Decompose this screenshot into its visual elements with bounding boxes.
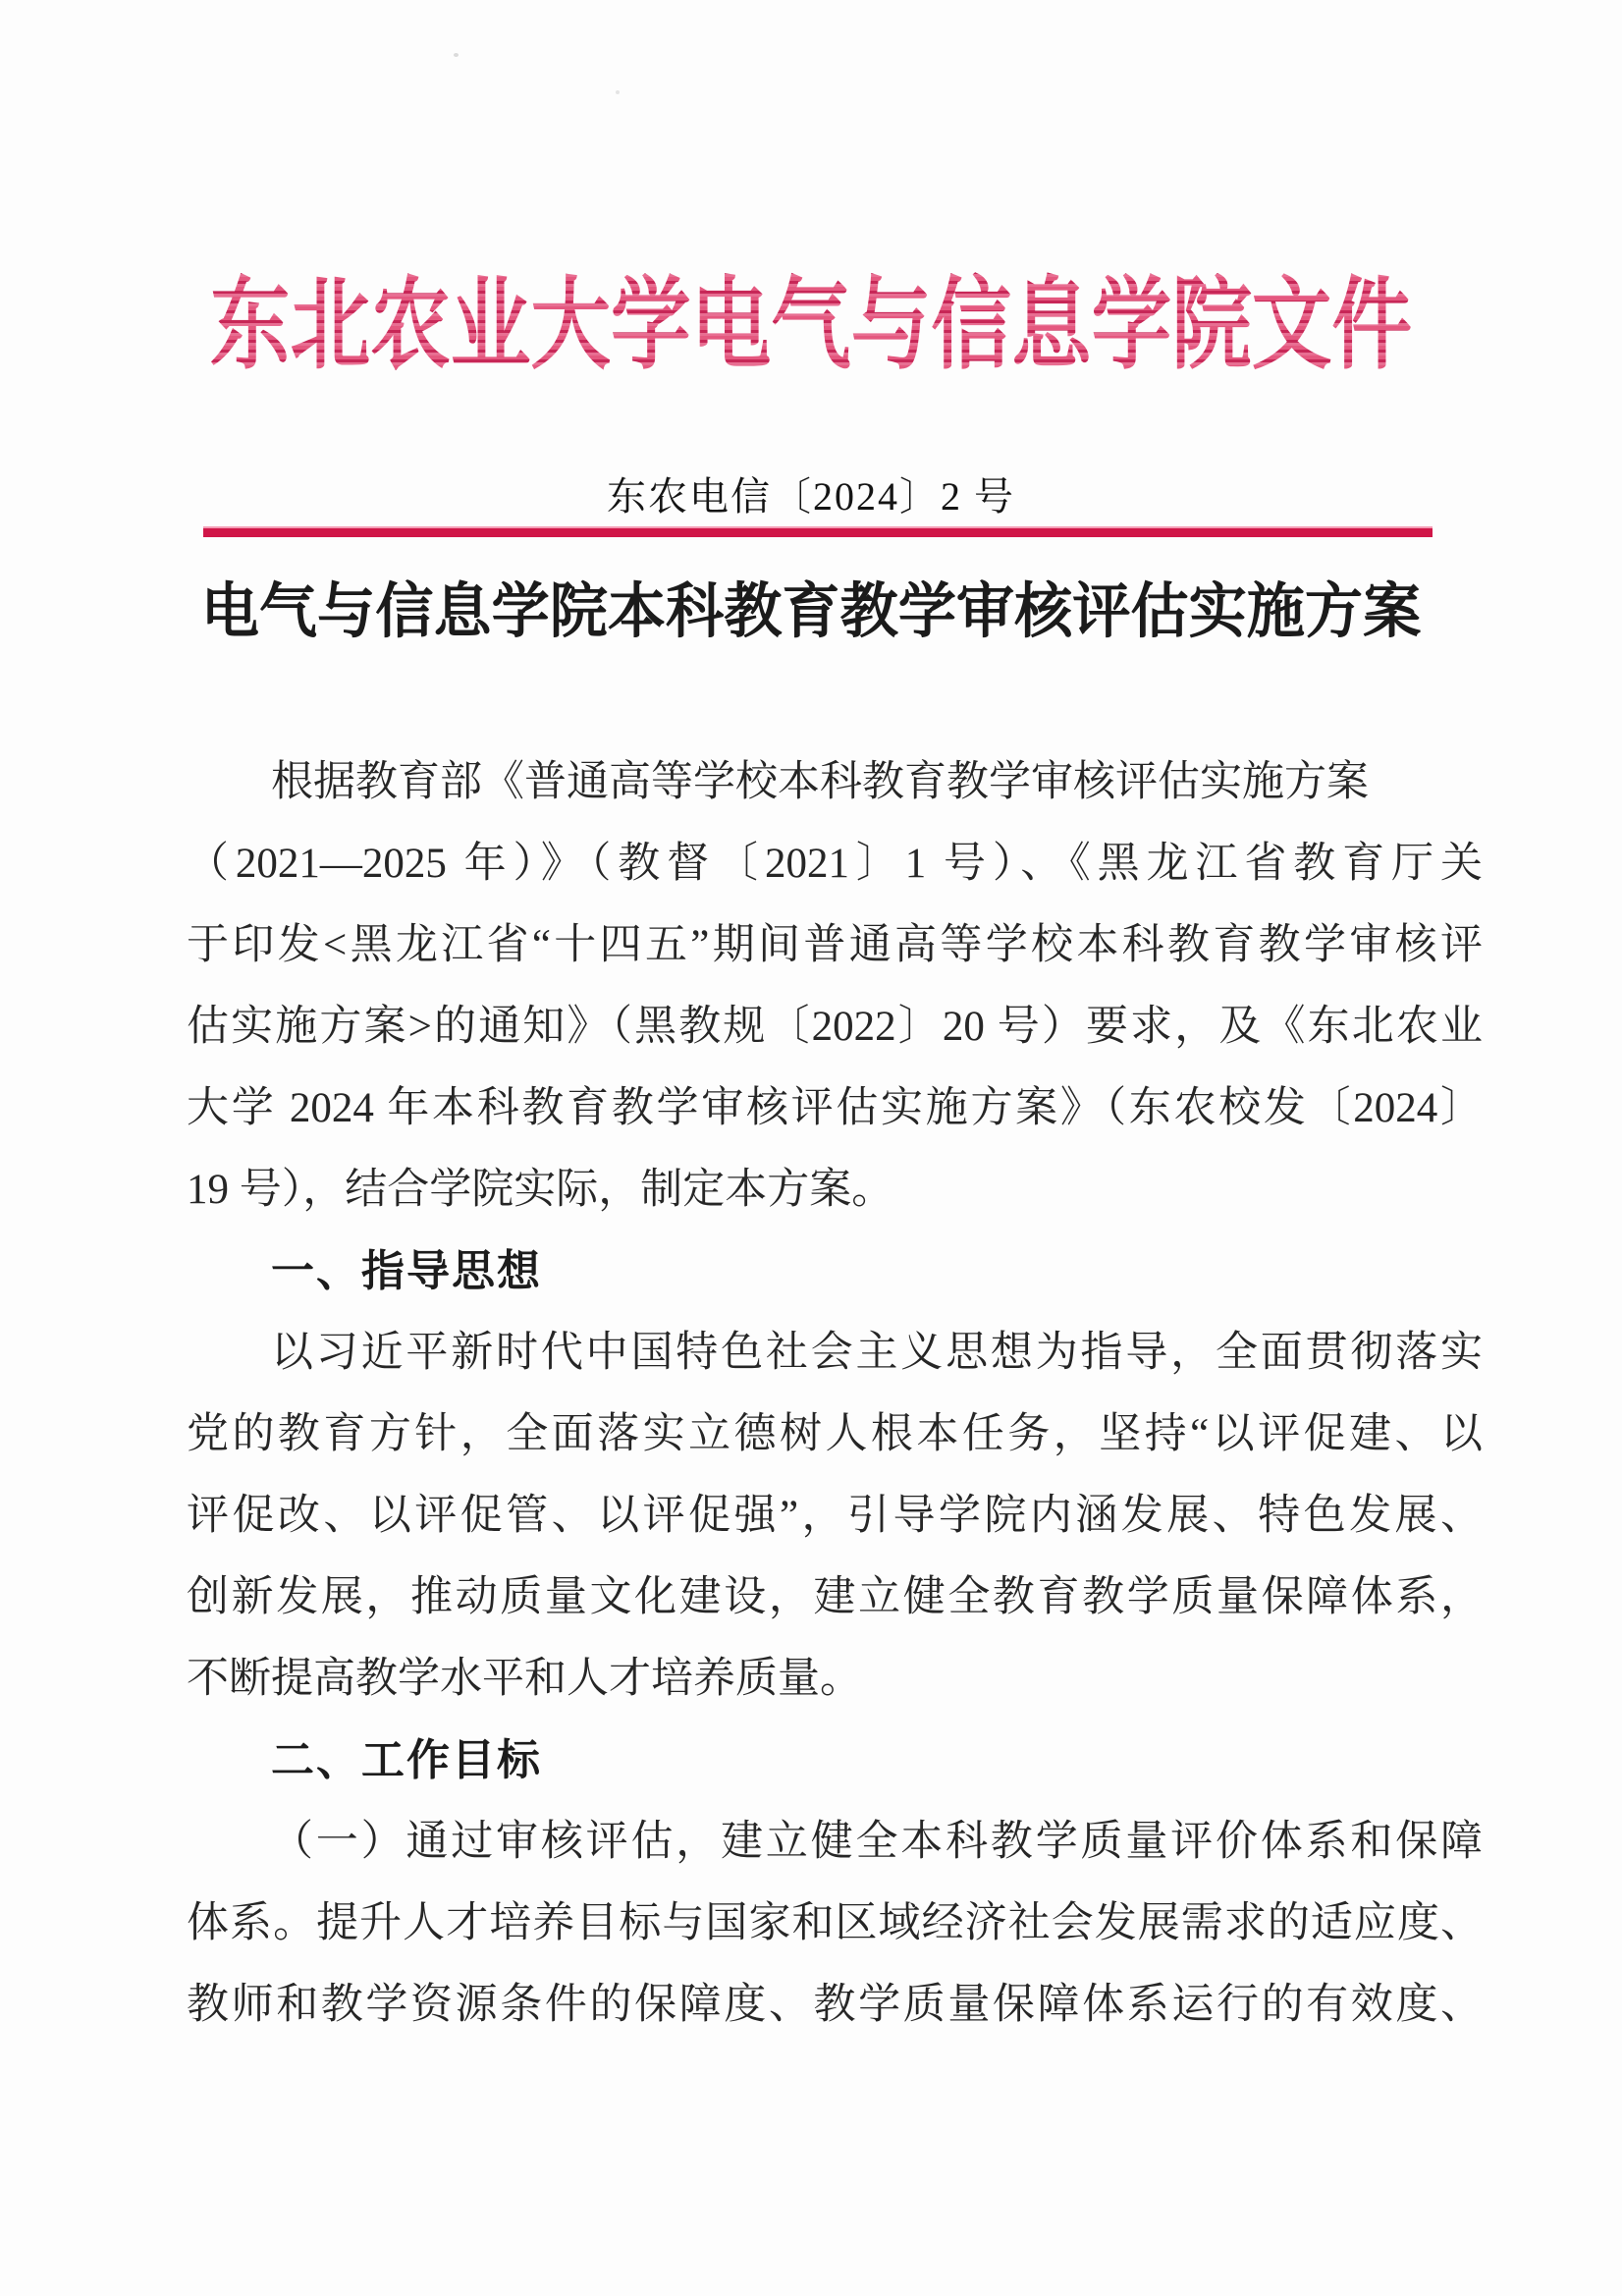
body-line: 根据教育部《普通高等学校本科教育教学审核评估实施方案 xyxy=(271,759,1369,805)
body-line: 党的教育方针，全面落实立德树人根本任务，坚持“以评促建、以 xyxy=(187,1411,1483,1457)
doc-title: 电气与信息学院本科教育教学审核评估实施方案 xyxy=(200,577,1422,644)
body-line: 估实施方案>的通知》（黑教规〔2022〕20 号）要求，及《东北农业 xyxy=(187,1004,1483,1050)
body-line: 于印发<黑龙江省“十四五”期间普通高等学校本科教育教学审核评 xyxy=(187,922,1483,968)
body-line: 创新发展，推动质量文化建设，建立健全教育教学质量保障体系， xyxy=(187,1574,1483,1620)
body-line: 体系。提升人才培养目标与国家和区域经济社会发展需求的适应度、 xyxy=(187,1900,1483,1946)
body-line: 不断提高教学水平和人才培养质量。 xyxy=(187,1656,862,1702)
section-heading: 一、指导思想 xyxy=(271,1247,542,1295)
body-line: （一）通过审核评估，建立健全本科教学质量评价体系和保障 xyxy=(271,1819,1483,1865)
body-line: 教师和教学资源条件的保障度、教学质量保障体系运行的有效度、 xyxy=(187,1982,1483,2028)
scan-speck xyxy=(454,53,459,57)
letterhead-title: 东北农业大学电气与信息学院文件 xyxy=(162,267,1460,383)
section-heading: 二、工作目标 xyxy=(271,1736,542,1784)
body-line: 大学 2024 年本科教育教学审核评估实施方案》（东农校发〔2024〕 xyxy=(187,1085,1483,1131)
doc-number: 东农电信〔2024〕2 号 xyxy=(607,474,1015,519)
body-line: 以习近平新时代中国特色社会主义思想为指导，全面贯彻落实 xyxy=(271,1330,1483,1376)
red-divider-rule xyxy=(203,528,1433,537)
body-line: 评促改、以评促管、以评促强”，引导学院内涵发展、特色发展、 xyxy=(187,1493,1483,1539)
body-line: 19 号），结合学院实际，制定本方案。 xyxy=(187,1167,894,1213)
scan-speck xyxy=(616,90,620,94)
document-body xyxy=(187,741,1483,2046)
body-line: （2021—2025 年）》（教督〔2021〕1 号）、《黑龙江省教育厅关 xyxy=(187,841,1483,887)
